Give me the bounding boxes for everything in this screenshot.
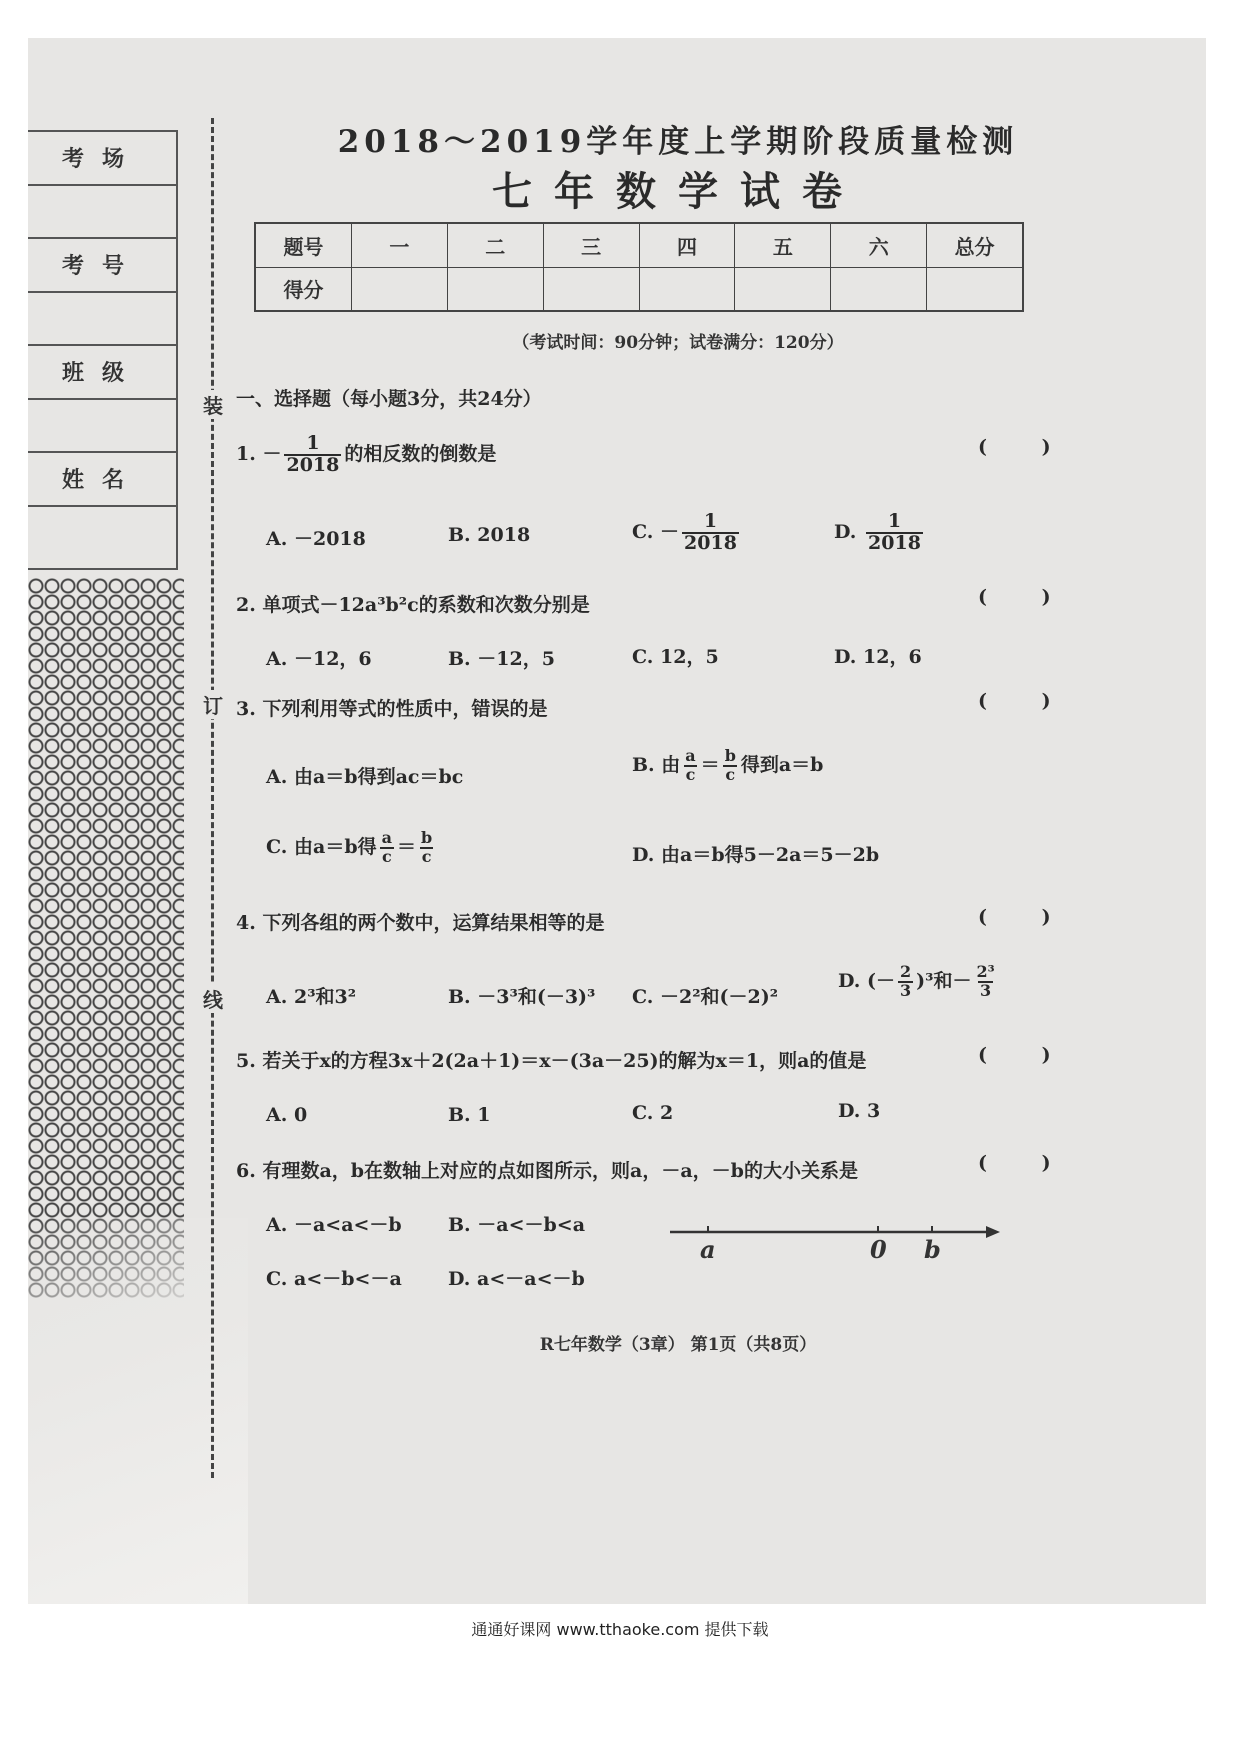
q5-option-b[interactable]: B. 1: [448, 1104, 491, 1126]
equals-sign: ＝: [700, 753, 720, 776]
exam-photo: [28, 38, 1206, 1604]
question-3-stem: 3. 下列利用等式的性质中，错误的是: [236, 698, 548, 720]
q2-option-a[interactable]: A. －12，6: [266, 648, 372, 670]
score-row-label: 得分: [255, 267, 351, 311]
numerator: 1: [703, 510, 718, 532]
score-cell[interactable]: [351, 267, 447, 311]
binding-mark-zhuang: 装: [198, 390, 228, 419]
q5-option-c[interactable]: C. 2: [632, 1102, 674, 1124]
exam-number-label: 考号: [28, 239, 176, 293]
q4-option-c[interactable]: C. －2²和(－2)²: [632, 986, 779, 1008]
venue-field[interactable]: [28, 186, 176, 240]
q3-option-a[interactable]: A. 由a＝b得到ac＝bc: [266, 766, 464, 788]
q6-option-b[interactable]: B. －a<－b<a: [448, 1214, 586, 1236]
download-watermark: 通通好课网 www.tthaoke.com 提供下载: [471, 1620, 769, 1639]
page-footer: R七年数学（3章） 第1页（共8页）: [539, 1335, 817, 1355]
fraction: [380, 830, 394, 866]
q5-option-d[interactable]: D. 3: [838, 1100, 881, 1122]
q1-option-d[interactable]: [834, 512, 926, 554]
denominator: 3: [900, 980, 912, 1000]
score-header-cell: 三: [543, 223, 639, 267]
fraction: [284, 434, 341, 476]
venue-label: 考场: [28, 132, 176, 186]
fraction: [723, 748, 738, 784]
q6-option-a[interactable]: A. －a<a<－b: [266, 1214, 402, 1236]
score-header-cell: 二: [447, 223, 543, 267]
name-field[interactable]: [28, 507, 176, 561]
option-text: 得到a＝b: [740, 753, 824, 776]
minus-sign: －: [262, 442, 282, 465]
section-heading: 一、选择题（每小题3分，共24分）: [236, 388, 542, 410]
binding-mark-ding: 订: [198, 690, 228, 719]
numerator: 2: [900, 962, 912, 981]
question-5-stem: 5. 若关于x的方程3x＋2(2a＋1)＝x－(3a－25)的解为x＝1，则a的值是: [236, 1050, 867, 1072]
question-2-stem: 2. 单项式－12a³b²c的系数和次数分别是: [236, 594, 590, 616]
score-header-cell: 六: [831, 223, 927, 267]
option-label: C. －: [632, 520, 680, 543]
fraction: [898, 964, 913, 1000]
score-cell[interactable]: [447, 267, 543, 311]
q3-option-d[interactable]: D. 由a＝b得5－2a＝5－2b: [632, 844, 880, 866]
denominator: c: [421, 846, 432, 866]
exam-time-info: （考试时间：90分钟；试卷满分：120分）: [512, 333, 844, 353]
q3-option-b[interactable]: [632, 748, 823, 784]
fraction: [683, 748, 697, 784]
denominator: c: [685, 764, 696, 784]
page-curl-shadow: [28, 1218, 248, 1604]
binding-dashed-line: [211, 118, 214, 1478]
option-label: D. (－: [838, 969, 896, 992]
score-cell[interactable]: [639, 267, 735, 311]
q1-option-c[interactable]: [632, 512, 742, 554]
number-line-figure: [670, 1224, 1000, 1264]
q6-option-c[interactable]: C. a<－b<－a: [266, 1268, 402, 1290]
score-cell[interactable]: [927, 267, 1023, 311]
label-b: b: [924, 1235, 941, 1264]
paper-title: 七年数学试卷: [492, 168, 864, 215]
label-a: a: [700, 1235, 716, 1264]
denominator: c: [725, 764, 736, 784]
binding-mark-xian: 线: [198, 984, 228, 1013]
denominator: c: [381, 846, 392, 866]
score-cell[interactable]: [543, 267, 639, 311]
denominator: 2018: [286, 453, 340, 476]
student-info-box: [28, 130, 178, 570]
question-number: 1.: [236, 442, 256, 465]
fraction: [974, 964, 996, 1000]
score-header-cell: 四: [639, 223, 735, 267]
answer-bracket[interactable]: ( ): [978, 436, 1075, 458]
score-cell[interactable]: [735, 267, 831, 311]
label-zero: 0: [870, 1235, 887, 1264]
score-header-cell: 题号: [255, 223, 351, 267]
numerator: b: [724, 746, 736, 765]
numerator: 1: [306, 432, 320, 454]
q1-option-a[interactable]: A. －2018: [266, 528, 366, 550]
denominator: 3: [979, 980, 992, 1000]
numerator: a: [381, 828, 392, 847]
fraction: [419, 830, 434, 866]
q2-option-c[interactable]: C. 12，5: [632, 646, 719, 668]
denominator: 2018: [868, 531, 921, 554]
score-cell[interactable]: [831, 267, 927, 311]
option-label: C. 由a＝b得: [266, 835, 377, 858]
q2-option-d[interactable]: D. 12，6: [834, 646, 922, 668]
dot-pattern: [28, 578, 184, 1298]
q3-option-c[interactable]: [266, 830, 437, 866]
arrow-right-icon: [986, 1226, 1000, 1238]
answer-bracket[interactable]: ( ): [978, 906, 1075, 928]
answer-bracket[interactable]: ( ): [978, 1044, 1075, 1066]
question-1-stem: [236, 434, 496, 476]
score-header-cell: 一: [351, 223, 447, 267]
answer-bracket[interactable]: ( ): [978, 1152, 1075, 1174]
q4-option-d[interactable]: [838, 964, 1000, 1000]
name-label: 姓名: [28, 453, 176, 507]
class-label: 班级: [28, 346, 176, 400]
exam-number-field[interactable]: [28, 293, 176, 347]
numerator: 1: [887, 510, 902, 532]
q2-option-b[interactable]: B. －12，5: [448, 648, 555, 670]
fraction: [682, 512, 739, 554]
stem-text: 的相反数的倒数是: [344, 442, 497, 465]
option-text: )³和－: [916, 969, 972, 992]
score-table: [254, 222, 1024, 312]
numerator: 2³: [976, 962, 995, 981]
question-6-stem: 6. 有理数a，b在数轴上对应的点如图所示，则a，－a，－b的大小关系是: [236, 1160, 858, 1182]
exam-title: 2018～2019学年度上学期阶段质量检测: [337, 124, 1019, 160]
score-table-header-row: [255, 223, 1023, 267]
answer-bracket[interactable]: ( ): [978, 690, 1075, 712]
equals-sign: ＝: [397, 835, 417, 858]
q5-option-a[interactable]: A. 0: [266, 1104, 308, 1126]
fraction: [866, 512, 923, 554]
q6-option-d[interactable]: D. a<－a<－b: [448, 1268, 585, 1290]
question-4-stem: 4. 下列各组的两个数中，运算结果相等的是: [236, 912, 605, 934]
q1-option-b[interactable]: B. 2018: [448, 524, 531, 546]
class-field[interactable]: [28, 400, 176, 454]
denominator: 2018: [684, 531, 737, 554]
q4-option-b[interactable]: B. －3³和(－3)³: [448, 986, 596, 1008]
score-header-cell: 五: [735, 223, 831, 267]
score-table-score-row: [255, 267, 1023, 311]
q4-option-a[interactable]: A. 2³和3²: [266, 986, 357, 1008]
numerator: b: [421, 828, 433, 847]
numerator: a: [685, 746, 696, 765]
option-label: D.: [834, 520, 857, 543]
score-header-cell: 总分: [927, 223, 1023, 267]
option-label: B. 由: [632, 753, 681, 776]
answer-bracket[interactable]: ( ): [978, 586, 1075, 608]
